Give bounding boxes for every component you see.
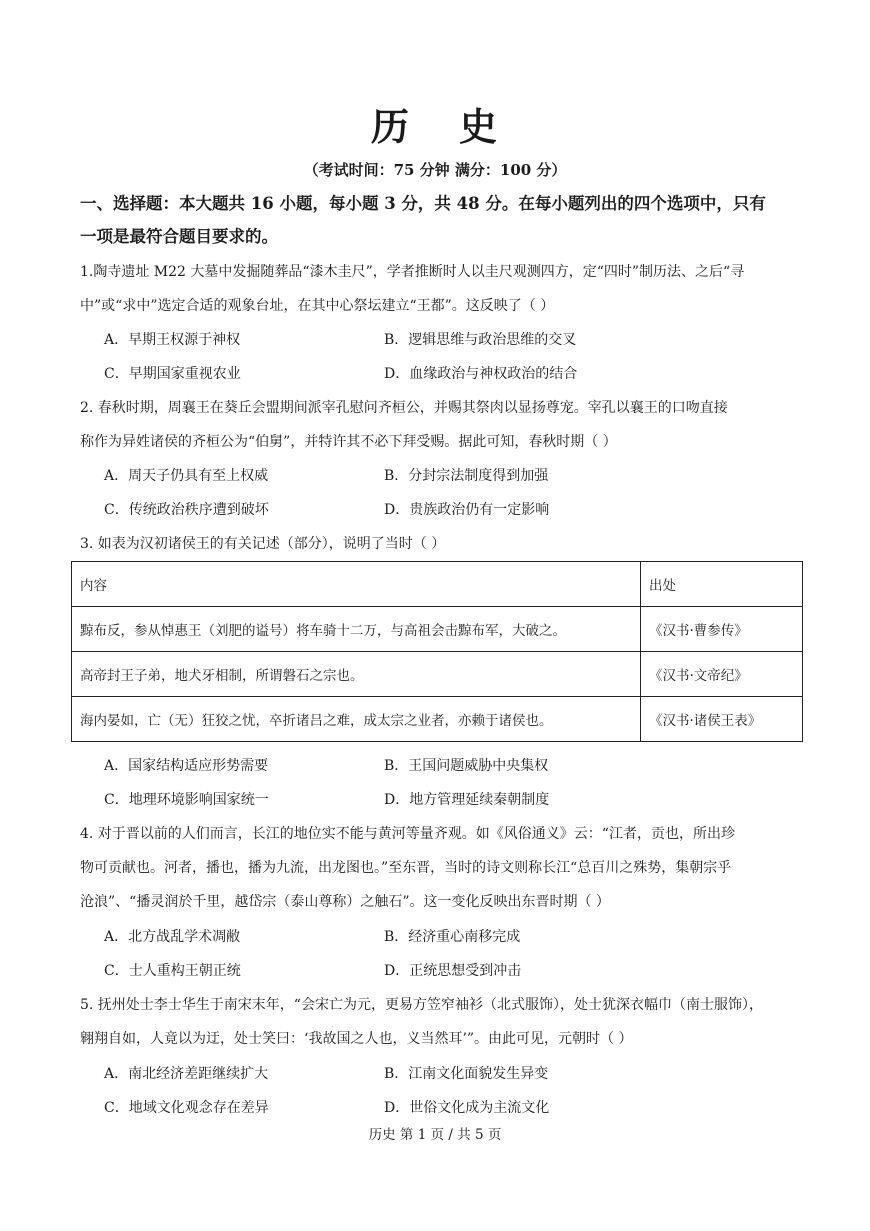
question-3-option-b[interactable]: B．王国问题威胁中央集权 — [384, 758, 549, 774]
table-header-row — [72, 562, 803, 607]
question-4-line-1: 4. 对于晋以前的人们而言，长江的地位实不能与黄河等量齐观。如《风俗通义》云：“江者，贡也，所出珍 — [80, 826, 735, 842]
question-3-option-a[interactable]: A．国家结构适应形势需要 — [104, 758, 269, 774]
table-cell-source: 《汉书·曹参传》 — [641, 607, 803, 652]
table-cell-source: 《汉书·文帝纪》 — [641, 652, 803, 697]
question-5-line-2: 翱翔自如，人竟以为迂，处士笑曰：‘我故国之人也，义当然耳’”。由此可见，元朝时（ ） — [80, 1031, 633, 1047]
question-4-line-2: 物可贡献也。河者，播也，播为九流，出龙图也。”至东晋，当时的诗文则称长江“总百川之殊势，集朝宗乎 — [80, 860, 732, 876]
question-5-option-c[interactable]: C．地域文化观念存在差异 — [104, 1100, 269, 1116]
question-1-option-d[interactable]: D．血缘政治与神权政治的结合 — [384, 366, 578, 382]
question-1-line-1: 1.陶寺遗址 M22 大墓中发掘随葬品“漆木圭尺”，学者推断时人以圭尺观测四方，定“四时”制历法、之后“寻 — [80, 264, 745, 280]
title-char-1: 历 — [370, 104, 411, 149]
question-5-option-a[interactable]: A．南北经济差距继续扩大 — [104, 1066, 269, 1082]
table-cell-content: 高帝封王子弟，地犬牙相制，所谓磐石之宗也。 — [72, 652, 641, 697]
section-heading-line-1: 一、选择题：本大题共 16 小题，每小题 3 分，共 48 分。在每小题列出的四个选项中，只有 — [80, 194, 766, 213]
question-4-option-a[interactable]: A．北方战乱学术凋敝 — [104, 929, 241, 945]
section-heading — [80, 187, 800, 253]
question-4-option-d[interactable]: D．正统思想受到冲击 — [384, 963, 522, 979]
table-row — [72, 697, 803, 742]
question-3-option-c[interactable]: C．地理环境影响国家统一 — [104, 792, 269, 808]
question-4-line-3: 沧浪”、“播灵润於千里，越岱宗（泰山尊称）之触石”。这一变化反映出东晋时期（ ） — [80, 894, 610, 910]
table-row — [72, 652, 803, 697]
question-2-option-d[interactable]: D．贵族政治仍有一定影响 — [384, 502, 550, 518]
question-2-option-a[interactable]: A．周天子仍具有至上权威 — [104, 468, 269, 484]
section-heading-line-2: 一项是最符合题目要求的。 — [80, 227, 278, 246]
table-cell-source: 《汉书·诸侯王表》 — [641, 697, 803, 742]
source-table — [71, 561, 803, 742]
question-5-option-d[interactable]: D．世俗文化成为主流文化 — [384, 1100, 550, 1116]
question-4-option-c[interactable]: C．士人重构王朝正统 — [104, 963, 241, 979]
table-header-source: 出处 — [641, 562, 803, 607]
question-3-line-1: 3. 如表为汉初诸侯王的有关记述（部分），说明了当时（ ） — [80, 536, 446, 552]
question-1-line-2: 中”或“求中”选定合适的观象台址，在其中心祭坛建立“王都”。这反映了（ ） — [80, 298, 555, 314]
question-1-option-b[interactable]: B．逻辑思维与政治思维的交叉 — [384, 332, 577, 348]
question-3-option-d[interactable]: D．地方管理延续秦朝制度 — [384, 792, 550, 808]
exam-info: （考试时间：75 分钟 满分：100 分） — [303, 161, 567, 179]
question-2-option-c[interactable]: C．传统政治秩序遭到破坏 — [104, 502, 269, 518]
title-char-2: 史 — [459, 104, 500, 149]
table-cell-content: 海内晏如，亡（无）狂狡之忧，卒折诸吕之难，成太宗之业者，亦赖于诸侯也。 — [72, 697, 641, 742]
question-2-line-2: 称作为异姓诸侯的齐桓公为“伯舅”，并特许其不必下拜受赐。据此可知，春秋时期（ ） — [80, 434, 617, 450]
question-5-option-b[interactable]: B．江南文化面貌发生异变 — [384, 1066, 549, 1082]
question-5-line-1: 5. 抚州处士李士华生于南宋末年，“会宋亡为元，更易方笠窄袖衫（北式服饰），处士犹深衣幅巾（南士服饰）， — [80, 997, 763, 1013]
question-1-option-a[interactable]: A．早期王权源于神权 — [104, 332, 241, 348]
question-4-option-b[interactable]: B．经济重心南移完成 — [384, 929, 521, 945]
page-title — [0, 96, 870, 151]
table-header-content: 内容 — [72, 562, 641, 607]
page-footer: 历史 第 1 页 / 共 5 页 — [368, 1127, 502, 1143]
table-row — [72, 607, 803, 652]
question-2-line-1: 2. 春秋时期，周襄王在葵丘会盟期间派宰孔慰问齐桓公，并赐其祭肉以显扬尊宠。宰孔以襄王的口吻直接 — [80, 400, 728, 416]
question-1-option-c[interactable]: C．早期国家重视农业 — [104, 366, 241, 382]
table-cell-content: 黥布反，参从悼惠王（刘肥的谥号）将车骑十二万，与高祖会击黥布军，大破之。 — [72, 607, 641, 652]
question-2-option-b[interactable]: B．分封宗法制度得到加强 — [384, 468, 549, 484]
